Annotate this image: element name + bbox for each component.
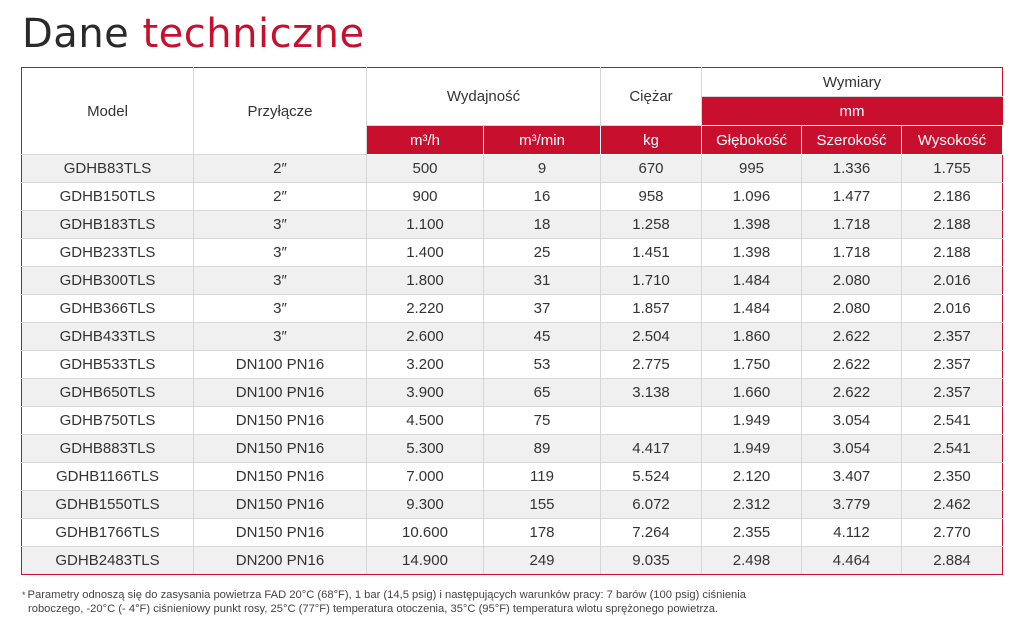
table-row [22, 323, 1003, 351]
cell-capacity-m3min: 9 [484, 155, 601, 183]
cell-model: GDHB650TLS [22, 379, 194, 407]
footnote-line-1: Parametry odnoszą się do zasysania powietrza FAD 20°C (68°F), 1 bar (14,5 psig) i następujących warunków pracy: 7 barów (100 psig) ciśnienia [27, 589, 746, 601]
cell-capacity-m3h: 2.600 [367, 323, 484, 351]
cell-model: GDHB83TLS [22, 155, 194, 183]
table-row [22, 351, 1003, 379]
header-capacity: Wydajność [367, 68, 601, 126]
cell-width: 1.336 [802, 155, 902, 183]
cell-height: 2.462 [902, 491, 1003, 519]
cell-width: 2.622 [802, 323, 902, 351]
cell-width: 3.054 [802, 407, 902, 435]
cell-model: GDHB1766TLS [22, 519, 194, 547]
cell-connection: DN200 PN16 [194, 547, 367, 575]
cell-weight-kg: 3.138 [601, 379, 702, 407]
cell-connection: 3″ [194, 211, 367, 239]
cell-capacity-m3min: 45 [484, 323, 601, 351]
cell-capacity-m3h: 2.220 [367, 295, 484, 323]
cell-model: GDHB300TLS [22, 267, 194, 295]
cell-capacity-m3min: 155 [484, 491, 601, 519]
cell-capacity-m3h: 10.600 [367, 519, 484, 547]
cell-capacity-m3min: 65 [484, 379, 601, 407]
cell-height: 2.188 [902, 211, 1003, 239]
cell-depth: 1.398 [702, 239, 802, 267]
cell-height: 2.350 [902, 463, 1003, 491]
cell-weight-kg [601, 407, 702, 435]
cell-capacity-m3min: 25 [484, 239, 601, 267]
cell-connection: 3″ [194, 323, 367, 351]
cell-height: 2.770 [902, 519, 1003, 547]
cell-depth: 1.860 [702, 323, 802, 351]
cell-weight-kg: 2.775 [601, 351, 702, 379]
cell-capacity-m3h: 1.100 [367, 211, 484, 239]
cell-height: 2.186 [902, 183, 1003, 211]
cell-connection: DN100 PN16 [194, 351, 367, 379]
table-row [22, 435, 1003, 463]
cell-depth: 1.484 [702, 295, 802, 323]
cell-width: 2.080 [802, 295, 902, 323]
cell-capacity-m3min: 53 [484, 351, 601, 379]
cell-model: GDHB1166TLS [22, 463, 194, 491]
cell-depth: 2.498 [702, 547, 802, 575]
header-dimensions: Wymiary [702, 68, 1003, 97]
cell-model: GDHB533TLS [22, 351, 194, 379]
cell-weight-kg: 5.524 [601, 463, 702, 491]
cell-model: GDHB366TLS [22, 295, 194, 323]
cell-height: 2.541 [902, 435, 1003, 463]
cell-model: GDHB183TLS [22, 211, 194, 239]
cell-capacity-m3h: 1.800 [367, 267, 484, 295]
header-depth: Głębokość [702, 126, 802, 155]
cell-capacity-m3h: 9.300 [367, 491, 484, 519]
cell-depth: 995 [702, 155, 802, 183]
cell-depth: 1.949 [702, 407, 802, 435]
cell-capacity-m3h: 1.400 [367, 239, 484, 267]
header-model: Model [22, 68, 194, 155]
cell-weight-kg: 1.857 [601, 295, 702, 323]
cell-capacity-m3min: 37 [484, 295, 601, 323]
cell-weight-kg: 6.072 [601, 491, 702, 519]
table-row [22, 519, 1003, 547]
cell-connection: DN100 PN16 [194, 379, 367, 407]
title-part-1: Dane [22, 11, 130, 57]
cell-depth: 1.750 [702, 351, 802, 379]
cell-connection: DN150 PN16 [194, 435, 367, 463]
title-part-2: techniczne [142, 11, 365, 57]
cell-width: 2.622 [802, 379, 902, 407]
cell-weight-kg: 2.504 [601, 323, 702, 351]
table-row [22, 379, 1003, 407]
cell-connection: DN150 PN16 [194, 519, 367, 547]
cell-width: 4.112 [802, 519, 902, 547]
cell-connection: 3″ [194, 267, 367, 295]
cell-capacity-m3min: 75 [484, 407, 601, 435]
table-row [22, 267, 1003, 295]
cell-model: GDHB150TLS [22, 183, 194, 211]
cell-weight-kg: 670 [601, 155, 702, 183]
header-capacity-m3h: m³/h [367, 126, 484, 155]
cell-capacity-m3min: 16 [484, 183, 601, 211]
cell-capacity-m3h: 7.000 [367, 463, 484, 491]
table-row [22, 463, 1003, 491]
cell-model: GDHB233TLS [22, 239, 194, 267]
cell-depth: 1.096 [702, 183, 802, 211]
cell-connection: 2″ [194, 183, 367, 211]
cell-height: 2.357 [902, 351, 1003, 379]
header-capacity-m3min: m³/min [484, 126, 601, 155]
cell-depth: 1.398 [702, 211, 802, 239]
table-row [22, 239, 1003, 267]
cell-capacity-m3h: 500 [367, 155, 484, 183]
cell-model: GDHB883TLS [22, 435, 194, 463]
cell-width: 3.407 [802, 463, 902, 491]
cell-connection: 3″ [194, 239, 367, 267]
cell-depth: 1.660 [702, 379, 802, 407]
footnote-line-2: roboczego, -20°C (- 4°F) ciśnieniowy punkt rosy, 25°C (77°F) temperatura otoczenia, 35°C (95°F) temperatura wlotu sprężonego powietrza. [28, 603, 719, 615]
cell-weight-kg: 1.451 [601, 239, 702, 267]
header-connection: Przyłącze [194, 68, 367, 155]
cell-depth: 2.355 [702, 519, 802, 547]
cell-width: 2.622 [802, 351, 902, 379]
cell-model: GDHB433TLS [22, 323, 194, 351]
cell-height: 2.016 [902, 295, 1003, 323]
cell-capacity-m3min: 89 [484, 435, 601, 463]
cell-height: 2.884 [902, 547, 1003, 575]
cell-weight-kg: 4.417 [601, 435, 702, 463]
cell-width: 4.464 [802, 547, 902, 575]
cell-connection: DN150 PN16 [194, 463, 367, 491]
cell-connection: DN150 PN16 [194, 491, 367, 519]
header-weight: Ciężar [601, 68, 702, 126]
cell-height: 2.541 [902, 407, 1003, 435]
table-row [22, 407, 1003, 435]
table-row [22, 491, 1003, 519]
cell-capacity-m3h: 3.900 [367, 379, 484, 407]
cell-capacity-m3h: 4.500 [367, 407, 484, 435]
table-row [22, 183, 1003, 211]
cell-connection: 3″ [194, 295, 367, 323]
cell-height: 2.357 [902, 379, 1003, 407]
cell-width: 1.718 [802, 211, 902, 239]
cell-capacity-m3h: 3.200 [367, 351, 484, 379]
cell-capacity-m3min: 119 [484, 463, 601, 491]
footnote-marker: * [22, 590, 26, 600]
cell-model: GDHB750TLS [22, 407, 194, 435]
cell-weight-kg: 958 [601, 183, 702, 211]
cell-height: 2.016 [902, 267, 1003, 295]
cell-width: 1.718 [802, 239, 902, 267]
table-row [22, 211, 1003, 239]
page-title [22, 8, 365, 60]
cell-depth: 2.120 [702, 463, 802, 491]
cell-capacity-m3min: 18 [484, 211, 601, 239]
cell-model: GDHB1550TLS [22, 491, 194, 519]
cell-weight-kg: 7.264 [601, 519, 702, 547]
cell-capacity-m3min: 178 [484, 519, 601, 547]
cell-height: 1.755 [902, 155, 1003, 183]
cell-capacity-m3h: 900 [367, 183, 484, 211]
cell-model: GDHB2483TLS [22, 547, 194, 575]
cell-depth: 1.484 [702, 267, 802, 295]
cell-connection: DN150 PN16 [194, 407, 367, 435]
cell-capacity-m3min: 249 [484, 547, 601, 575]
cell-height: 2.357 [902, 323, 1003, 351]
table-row [22, 295, 1003, 323]
cell-capacity-m3h: 14.900 [367, 547, 484, 575]
cell-width: 1.477 [802, 183, 902, 211]
header-dimensions-unit: mm [702, 97, 1003, 126]
technical-data-table [21, 67, 1003, 575]
cell-weight-kg: 1.710 [601, 267, 702, 295]
cell-capacity-m3h: 5.300 [367, 435, 484, 463]
cell-width: 2.080 [802, 267, 902, 295]
header-height: Wysokość [902, 126, 1003, 155]
cell-weight-kg: 1.258 [601, 211, 702, 239]
cell-height: 2.188 [902, 239, 1003, 267]
cell-connection: 2″ [194, 155, 367, 183]
header-weight-kg: kg [601, 126, 702, 155]
cell-depth: 2.312 [702, 491, 802, 519]
table-row [22, 155, 1003, 183]
cell-depth: 1.949 [702, 435, 802, 463]
cell-width: 3.779 [802, 491, 902, 519]
footnote [22, 588, 1012, 616]
cell-weight-kg: 9.035 [601, 547, 702, 575]
table-row [22, 547, 1003, 575]
cell-capacity-m3min: 31 [484, 267, 601, 295]
cell-width: 3.054 [802, 435, 902, 463]
header-width: Szerokość [802, 126, 902, 155]
